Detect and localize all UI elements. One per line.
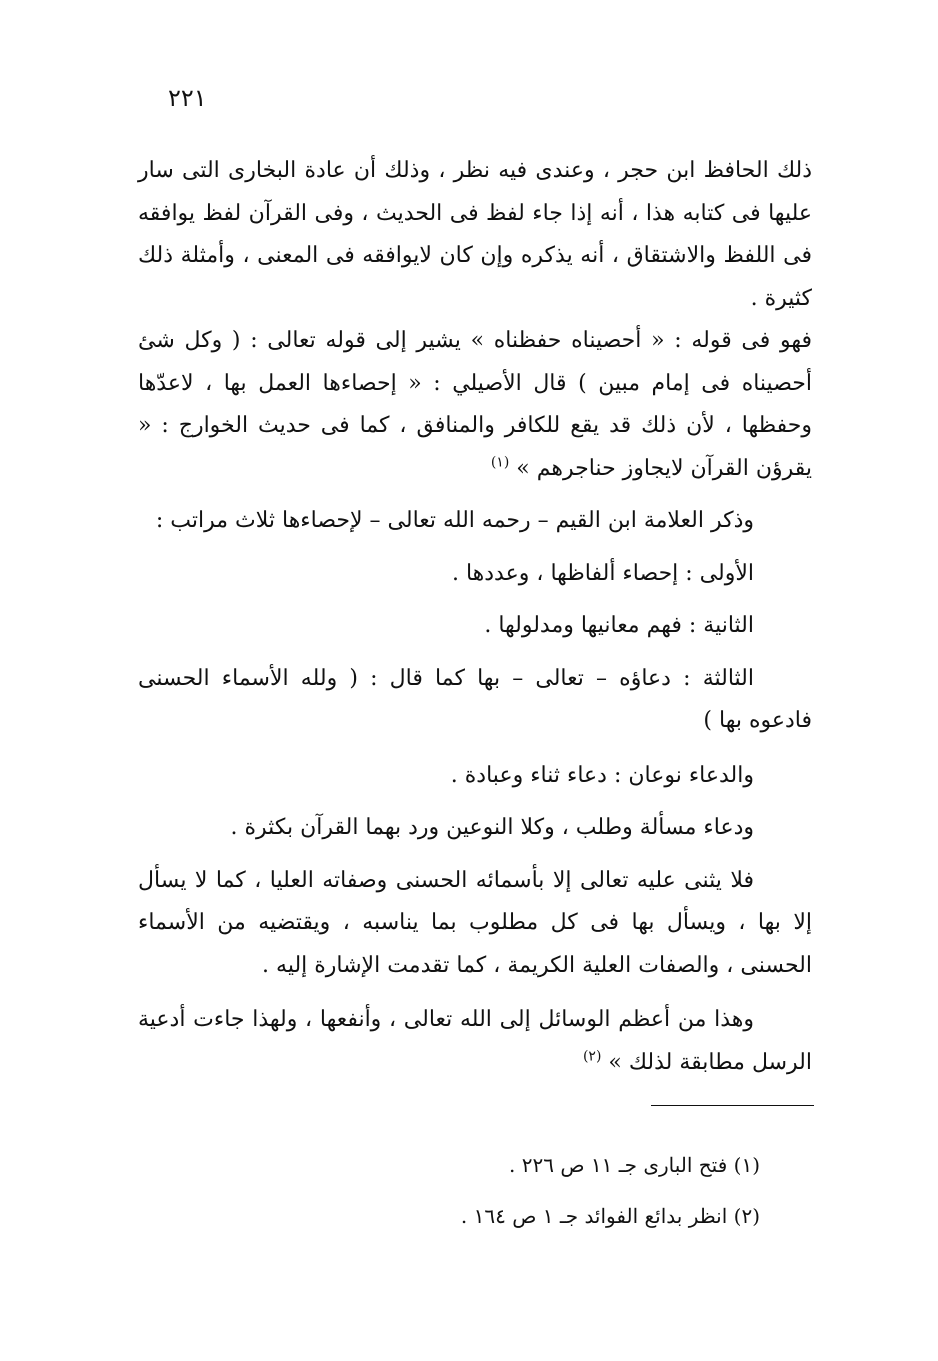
- paragraph-3: وذكر العلامة ابن القيم – رحمه الله تعالى – لإحصاءها ثلاث مراتب :: [155, 508, 754, 533]
- paragraph-2: [138, 320, 812, 490]
- footnote-1: (١) فتح البارى جـ ١١ ص ٢٢٦ .: [509, 1153, 760, 1177]
- paragraph-6: الثالثة : دعاؤه – تعالى – بها كما قال : ( ولله الأسماء الحسنى فادعوه بها ): [138, 665, 812, 733]
- paragraph-5: الثانية : فهم معانيها ومدلولها .: [484, 613, 754, 638]
- footnote-mark-2: (٢): [582, 1048, 602, 1065]
- paragraph-10: [138, 999, 812, 1084]
- paragraph-2-text: فهو فى قوله : « أحصيناه حفظناه » يشير إلى قوله تعالى : ( وكل شئ أحصيناه فى إمام مبين ) قال الأصيلي : « إحصاءها العمل بها ، لاعدّها وحفظها ، لأن ذلك قد يقع للكافر والمنافق ، كما فى حديث الخوارج : « يقرؤن القرآن لايجاوز حناجرهم »: [138, 328, 812, 481]
- footnotes: [138, 1140, 760, 1242]
- paragraph-10-text: وهذا من أعظم الوسائل إلى الله تعالى ، وأنفعها ، ولهذا جاءت أدعية الرسل مطابقة لذلك »: [138, 1007, 812, 1075]
- paragraph-1: ذلك الحافظ ابن حجر ، وعندى فيه نظر ، وذلك أن عادة البخارى التى سار عليها فى كتابه هذا ، أنه إذا جاء لفظ فى الحديث ، وفى القرآن لفظ يوافقه فى اللفظ والاشتقاق ، أنه يذكره وإن كان لايوافقه فى المعنى ، وأمثلة ذلك كثيرة .: [138, 158, 812, 311]
- footnote-separator: [651, 1105, 814, 1106]
- paragraph-9: فلا يثنى عليه تعالى إلا بأسمائه الحسنى وصفاته العليا ، كما لا يسأل إلا بها ، ويسأل بها فى كل مطلوب بما يناسبه ، ويقتضيه من الأسماء الحسنى ، والصفات العلية الكريمة ، كما تقدمت الإشارة إليه .: [138, 867, 812, 978]
- paragraph-4: الأولى : إحصاء ألفاظها ، وعددها .: [451, 560, 754, 586]
- paragraph-7: والدعاء نوعان : دعاء ثناء وعبادة .: [450, 762, 754, 788]
- footnote-2: (٢) انظر بدائع الفوائد جـ ١ ص ١٦٤ .: [460, 1204, 760, 1228]
- paragraph-8: ودعاء مسألة وطلب ، وكلا النوعين ورد بهما القرآن بكثرة .: [230, 815, 754, 840]
- footnote-mark-1: (١): [490, 454, 510, 471]
- main-text: [138, 150, 812, 1084]
- page-number: ٢٢١: [168, 84, 207, 112]
